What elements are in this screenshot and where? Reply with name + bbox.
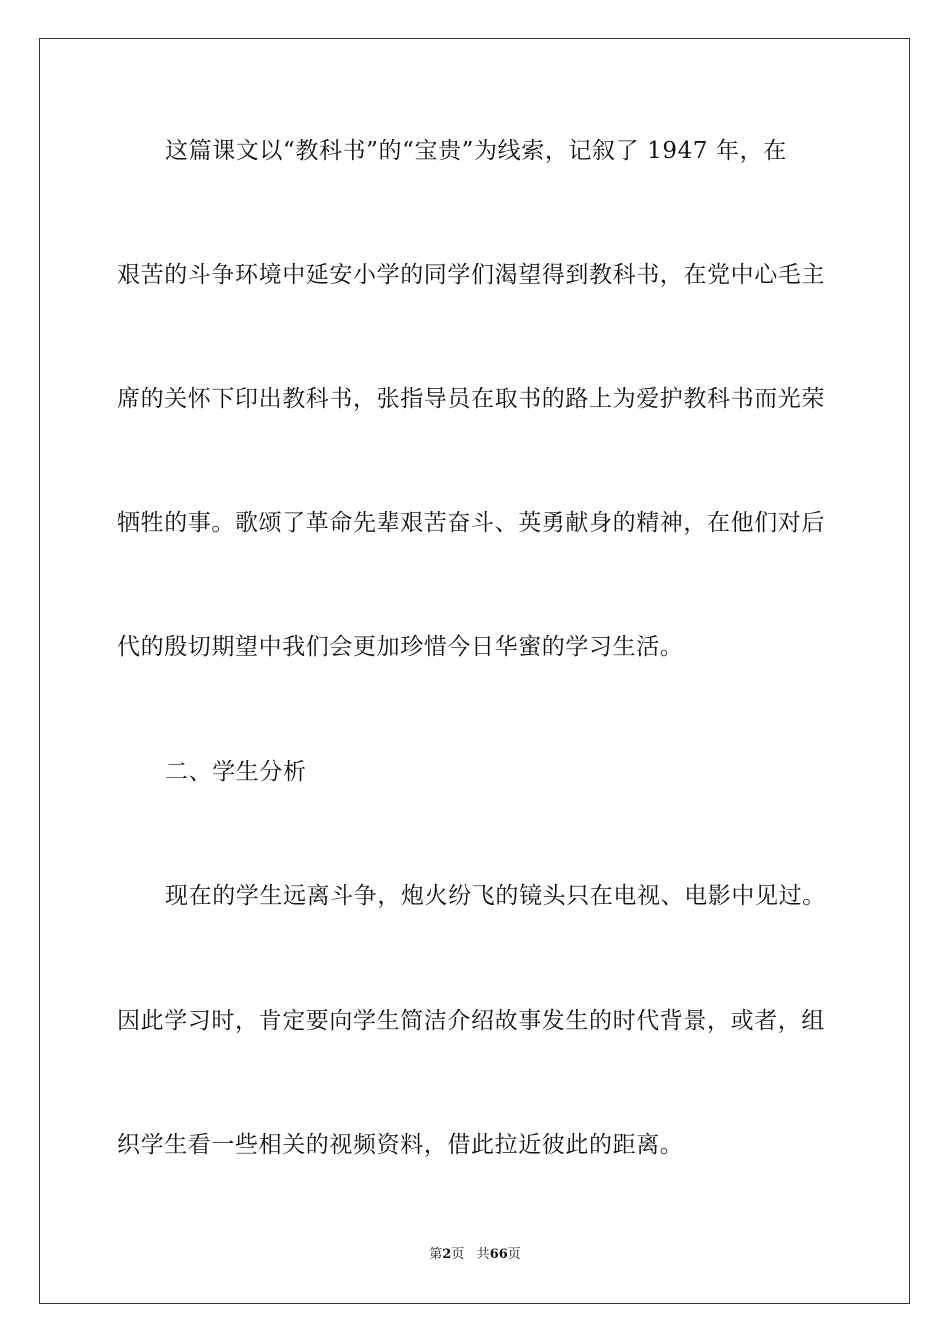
paragraph-line: 席的关怀下印出教科书，张指导员在取书的路上为爱护教科书而光荣 [117, 386, 825, 412]
paragraph-line: 这篇课文以“教科书”的“宝贵”为线索，记叙了 1947 年，在 [165, 138, 787, 164]
page-number-suffix: 页 [451, 1247, 465, 1262]
section-heading: 二、学生分析 [165, 759, 307, 785]
paragraph-line: 因此学习时，肯定要向学生简洁介绍故事发生的时代背景，或者，组 [117, 1008, 825, 1034]
paragraph-line: 现在的学生远离斗争，炮火纷飞的镜头只在电视、电影中见过。 [165, 883, 826, 909]
paragraph-line: 牺牲的事。歌颂了革命先辈艰苦奋斗、英勇献身的精神，在他们对后 [117, 510, 825, 536]
page-border [39, 38, 910, 1304]
paragraph-line: 代的殷切期望中我们会更加珍惜今日华蜜的学习生活。 [117, 634, 684, 660]
paragraph-line: 艰苦的斗争环境中延安小学的同学们渴望得到教科书，在党中心毛主 [117, 262, 825, 288]
page-number: 2 [442, 1247, 452, 1262]
page-number-prefix: 第 [429, 1247, 443, 1262]
total-pages: 66 [489, 1247, 508, 1262]
total-pages-prefix: 共 [476, 1247, 490, 1262]
paragraph-line: 织学生看一些相关的视频资料，借此拉近彼此的距离。 [117, 1132, 684, 1158]
page-footer [0, 1246, 950, 1264]
total-pages-suffix: 页 [507, 1247, 521, 1262]
